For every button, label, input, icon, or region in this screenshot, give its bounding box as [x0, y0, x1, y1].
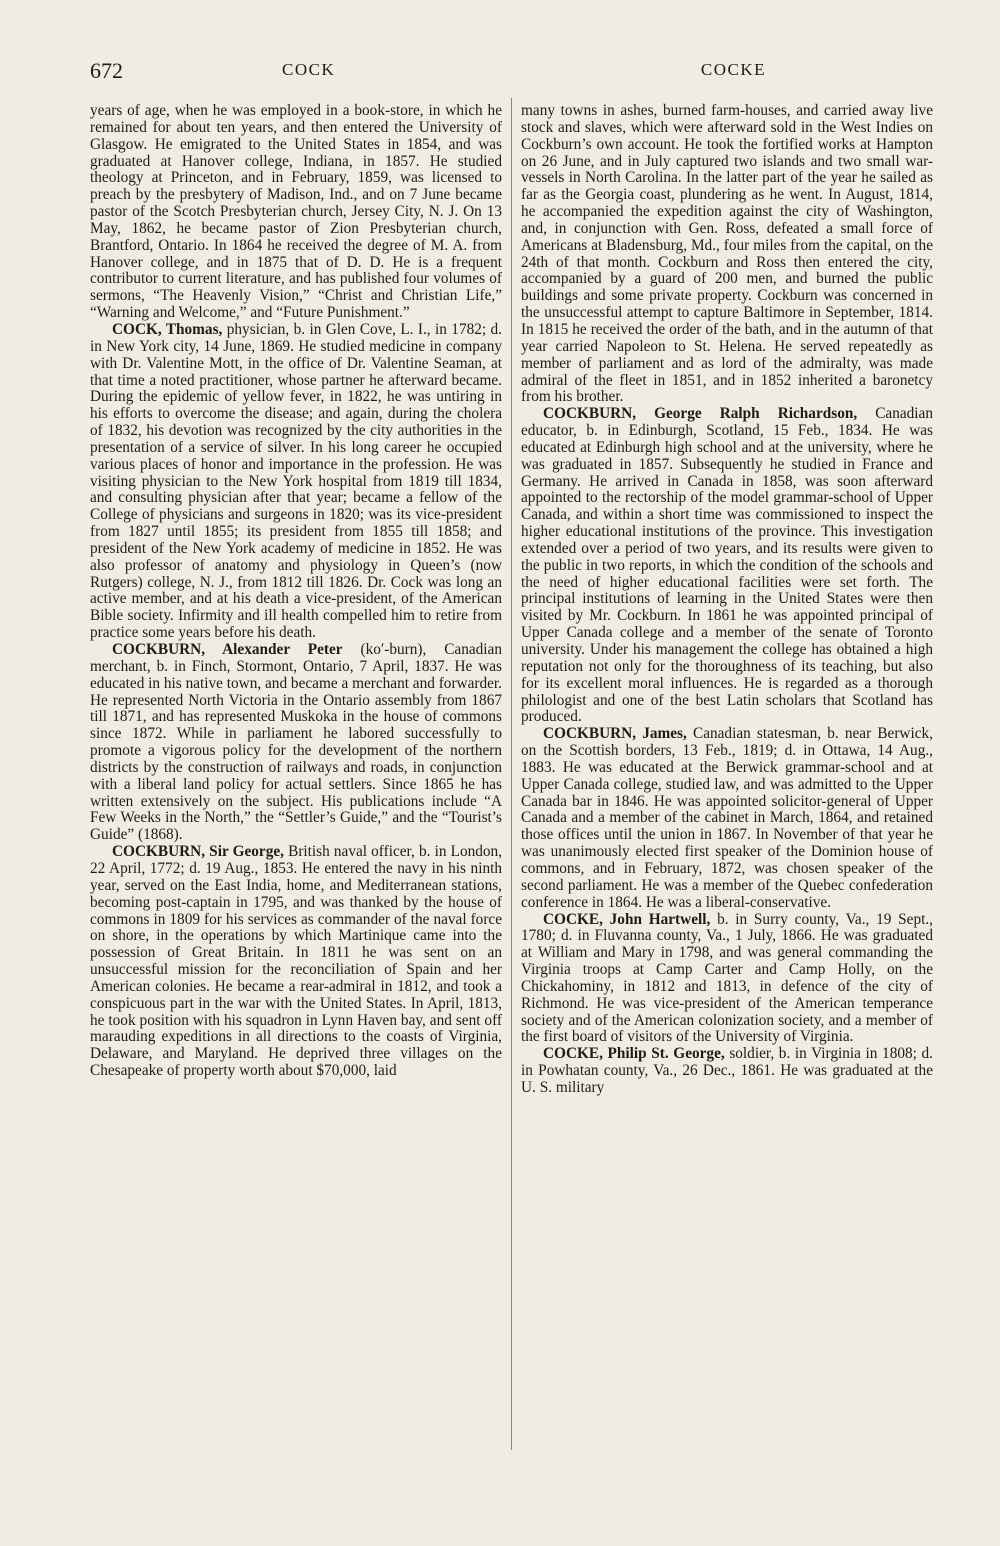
page-header — [90, 58, 938, 88]
entry-text: (ko′-burn), Canadian merchant, b. in Finch, Stormont, Ontario, 7 April, 1837. He was educated in his native town, and became a merchant and forwarder. He represented North Victoria in the Ontario assembly from 1867 till 1871, and has represented Muskoka in the house of commons since 1872. While in parliament he labored successfully to promote a vigorous policy for the development of the northern districts by the construction of railways and roads, in conjunction with a liberal land policy for actual settlers. Since 1865 he has written extensively on the subject. His publications include “A Few Weeks in the North,” the “Settler’s Guide,” and the “Tourist’s Guide” (1868). — [90, 641, 502, 844]
entry-cockburn-george-ralph-richardson — [521, 406, 933, 726]
paragraph-continued — [521, 103, 933, 406]
entry-cocke-john-hartwell — [521, 912, 933, 1047]
running-head-left: COCK — [282, 60, 336, 79]
right-column — [521, 103, 933, 1097]
left-column — [90, 103, 502, 1080]
entry-cocke-philip-st-george — [521, 1046, 933, 1097]
entry-name: COCKBURN, Alexander Peter — [112, 641, 343, 658]
entry-text: Canadian statesman, b. near Berwick, on the Scottish borders, 13 Feb., 1819; d. in Ottawa, 14 Aug., 1883. He was educated at the Berwick grammar-school and at Upper Canada college, studied law, and was admitted to the Upper Canada bar in 1846. He was appointed solicitor-general of Upper Canada and a member of the cabinet in March, 1864, and retained those offices until the union in 1867. In November of that year he was unanimously elected first speaker of the Dominion house of commons, and in February, 1872, was chosen speaker of the second parliament. He was a member of the Quebec confederation conference in 1864. He was a liberal-conservative. — [521, 725, 933, 911]
entry-text: soldier, b. in Virginia in 1808; d. in Powhatan county, Va., 26 Dec., 1861. He was graduated at the U. S. military — [521, 1045, 933, 1096]
entry-text: Canadian educator, b. in Edinburgh, Scotland, 15 Feb., 1834. He was educated at Edinburgh high school and at the university, where he was graduated in 1857. Subsequently he studied in France and Germany. He arrived in Canada in 1858, was soon afterward appointed to the rectorship of the model grammar-school of Upper Canada, and within a short time was commissioned to inspect the higher educational institutions of the province. This investigation extended over a period of two years, and its results were given to the public in two reports, in which the condition of the schools and the need of higher educational facilities were set forth. The principal institutions of learning in the United States were then visited by Mr. Cockburn. In 1861 he was appointed principal of Upper Canada college and a member of the senate of Toronto university. Under his management the college has obtained a high reputation not only for the thoroughness of its teaching, but also for its excellent moral influences. He is regarded as a thorough philologist and one of the best Latin scholars that Scotland has produced. — [521, 405, 933, 726]
entry-cockburn-james — [521, 726, 933, 911]
running-head-right: COCKE — [700, 60, 766, 79]
entry-name: COCKBURN, George Ralph Richardson, — [543, 405, 858, 423]
entry-text: physician, b. in Glen Cove, L. I., in 1782; d. in New York city, 14 June, 1869. He studied medicine in company with Dr. Valentine Mott, in the office of Dr. Valentine Seaman, at that time a noted practitioner, whose partner he afterward became. During the epidemic of yellow fever, in 1822, he was untiring in his efforts to overcome the disease; and again, during the cholera of 1832, his devotion was recognized by the city authorities in the presentation of a service of silver. In his long career he occupied various places of honor and importance in the profession. He was visiting physician to the New York hospital from 1819 till 1834, and consulting physician after that year; became a fellow of the College of physicians and surgeons in 1820; was its vice-president from 1827 until 1855; its president from 1855 till 1858; and president of the New York academy of medicine in 1852. He was also professor of anatomy and physiology in Queen’s (now Rutgers) college, N. J., from 1812 till 1826. Dr. Cock was long an active member, and at his death a vice-president, of the American Bible society. Infirmity and ill health compelled him to retire from practice some years before his death. — [90, 320, 502, 642]
entry-cockburn-sir-george — [90, 844, 502, 1080]
paragraph-text: years of age, when he was employed in a book-store, in which he remained for about ten years, and then entered the University of Glasgow. He emigrated to the United States in 1854, and was graduated at Hanover college, Indiana, in 1857. He studied theology at Princeton, and in February, 1859, was licensed to preach by the presbytery of Madison, Ind., and on 7 June became pastor of the Scotch Presbyterian church, Jersey City, N. J. On 13 May, 1862, he became pastor of Zion Presbyterian church, Brantford, Ontario. In 1864 he received the degree of M. A. from Hanover college, and in 1875 that of D. D. He is a frequent contributor to current literature, and has published four volumes of sermons, “The Heavenly Vision,” “Christ and Christian Life,” “Warning and Welcome,” and “Future Punishment.” — [90, 102, 502, 322]
entry-cockburn-alexander-peter — [90, 642, 502, 844]
entry-name: COCK, Thomas, — [112, 320, 223, 338]
paragraph-text: many towns in ashes, burned farm-houses, and carried away live stock and slaves, which were afterward sold in the West Indies on Cockburn’s own account. He took the fortified works at Hampton on 26 June, and in July captured two islands and two small war-vessels in North Carolina. In the latter part of the year he sailed as far as the Georgia coast, plundering as he went. In August, 1814, he accompanied the expedition against the city of Washington, and, in conjunction with Gen. Ross, defeated a small force of Americans at Bladensburg, Md., four miles from the capital, on the 24th of that month. Cockburn and Ross then entered the city, accompanied by a guard of 200 men, and burned the public buildings and some private property. Cockburn was concerned in the unsuccessful attempt to capture Baltimore in September, 1814. In 1815 he received the order of the bath, and in the autumn of that year carried Napoleon to St. Helena. He served repeatedly as member of parliament and as lord of the admiralty, was made admiral of the fleet in 1851, and in 1852 inherited a baronetcy from his brother. — [521, 102, 933, 406]
entry-name: COCKE, Philip St. George, — [543, 1045, 725, 1063]
entry-name: COCKBURN, Sir George, — [112, 843, 284, 861]
page-number: 672 — [90, 58, 123, 83]
paragraph-continued — [90, 103, 502, 322]
entry-text: British naval officer, b. in London, 22 April, 1772; d. 19 Aug., 1853. He entered the navy in his ninth year, served on the East India, home, and Mediterranean stations, becoming post-captain in 1795, and was thanked by the house of commons in 1809 for his services as commander of the naval force on shore, in the operations by which Martinique came into the possession of Great Britain. In 1811 he was sent on an unsuccessful mission for the reconciliation of Spain and her American colonies. He became a rear-admiral in 1812, and took a conspicuous part in the war with the United States. In April, 1813, he took position with his squadron in Lynn Haven bay, and sent off marauding expeditions in all directions to the coasts of Virginia, Delaware, and Maryland. He deprived three villages on the Chesapeake of property worth about $70,000, laid — [90, 843, 503, 1080]
entry-text: b. in Surry county, Va., 19 Sept., 1780; d. in Fluvanna county, Va., 1 July, 1866. He was graduated at William and Mary in 1798, and was general commanding the Virginia troops at Camp Carter and Camp Holly, on the Chickahominy, in 1812 and 1813, in defence of the city of Richmond. He was vice-president of the American temperance society and of the American colonization society, and a member of the first board of visitors of the University of Virginia. — [521, 910, 933, 1046]
entry-name: COCKE, John Hartwell, — [543, 910, 711, 928]
column-divider — [511, 98, 512, 1450]
entry-cock-thomas — [90, 322, 502, 642]
entry-name: COCKBURN, James, — [543, 725, 687, 743]
